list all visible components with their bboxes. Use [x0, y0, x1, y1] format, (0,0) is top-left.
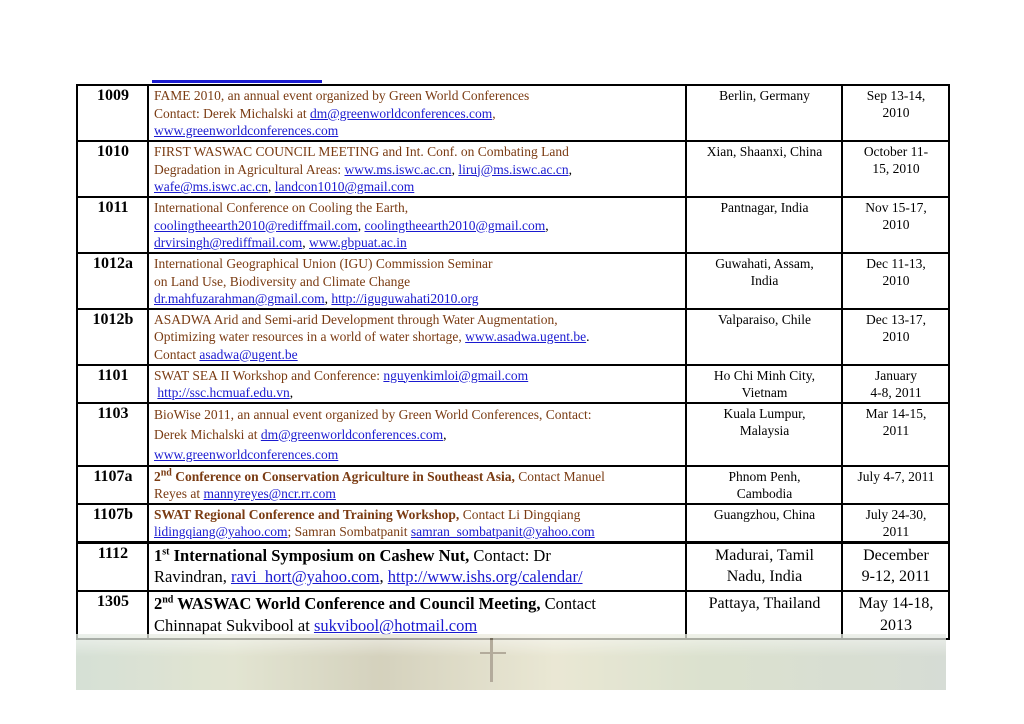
date-line: May 14-18,: [858, 595, 934, 612]
separator: ,: [568, 161, 572, 177]
date-line: October 11-: [863, 144, 929, 159]
contact-label: Ravindran,: [154, 567, 231, 586]
event-place: Xian, Shaanxi, China: [686, 141, 842, 197]
event-date: [842, 365, 949, 403]
website-link[interactable]: www.asadwa.ugent.be: [465, 329, 587, 344]
separator: ,: [451, 161, 459, 177]
event-description: [148, 309, 686, 365]
separator: ,: [289, 385, 294, 400]
event-place: [686, 365, 842, 403]
event-date: [842, 591, 949, 639]
previous-page-link-fragment: [152, 80, 322, 83]
email-link[interactable]: wafe@ms.iswc.ac.cn: [154, 179, 269, 194]
website-link[interactable]: www.gbpuat.ac.in: [309, 235, 407, 250]
event-date: [842, 309, 949, 365]
table-row: [77, 309, 949, 365]
event-date: [842, 197, 949, 253]
separator: ,: [324, 291, 332, 306]
photo-detail: [480, 652, 506, 654]
website-link[interactable]: www.greenworldconferences.com: [154, 446, 339, 462]
table-row: [77, 504, 949, 543]
date-line: 2011: [882, 422, 910, 438]
event-title: SWAT SEA II Workshop and Conference:: [154, 367, 384, 383]
event-title: Degradation in Agricultural Areas:: [154, 161, 345, 177]
event-description: [148, 253, 686, 309]
separator: ,: [357, 217, 365, 233]
place-line: Madurai, Tamil: [714, 546, 814, 564]
event-description: [148, 504, 686, 543]
date-line: January: [875, 367, 917, 383]
event-title: WASWAC World Conference and Council Meeting,: [173, 594, 541, 613]
place-line: India: [750, 273, 779, 288]
separator: .: [586, 329, 590, 344]
event-title: FAME 2010, an annual event organized by Green World Conferences: [154, 88, 530, 103]
contact-label: Contact: Derek Michalski at: [154, 105, 310, 121]
event-place: [686, 542, 842, 591]
ordinal-number: 2: [154, 594, 163, 613]
event-code: 1012b: [77, 309, 148, 365]
event-place: Pattaya, Thailand: [686, 591, 842, 639]
date-line: Nov 15-17,: [865, 200, 927, 215]
place-line: Ho Chi Minh City,: [713, 367, 816, 383]
event-date: [842, 504, 949, 543]
email-link[interactable]: landcon1010@gmail.com: [274, 179, 415, 194]
event-place: [686, 403, 842, 466]
event-title: International Geographical Union (IGU) Commission Seminar: [154, 256, 493, 271]
website-link[interactable]: www.greenworldconferences.com: [154, 123, 339, 138]
event-description: [148, 466, 686, 504]
separator: ,: [268, 179, 275, 194]
event-date: [842, 253, 949, 309]
contact-label: Chinnapat Sukvibool at: [154, 615, 314, 635]
separator: ,: [545, 217, 549, 233]
event-description: [148, 542, 686, 591]
event-title: SWAT Regional Conference and Training Workshop,: [154, 506, 460, 522]
email-link[interactable]: dm@greenworldconferences.com: [260, 426, 444, 442]
place-line: Vietnam: [741, 384, 788, 400]
email-link[interactable]: samran_sombatpanit@yahoo.com: [410, 524, 595, 539]
table-row: [77, 591, 949, 639]
event-code: 1107a: [77, 466, 148, 504]
email-link[interactable]: nguyenkimloi@gmail.com: [383, 367, 529, 383]
date-line: December: [863, 546, 929, 564]
contact-label: Contact: [540, 594, 596, 613]
event-place: Guangzhou, China: [686, 504, 842, 543]
date-line: Mar 14-15,: [865, 405, 927, 421]
email-link[interactable]: drvirsingh@rediffmail.com: [154, 235, 303, 250]
table-row: [77, 466, 949, 504]
event-title: Conference on Conservation Agriculture in Southeast Asia,: [171, 468, 515, 484]
date-line: 9-12, 2011: [861, 568, 931, 585]
ordinal-number: 1: [154, 545, 163, 565]
table-row: [77, 253, 949, 309]
event-date: [842, 85, 949, 141]
event-date: [842, 141, 949, 197]
event-title: on Land Use, Biodiversity and Climate Change: [154, 273, 411, 289]
email-link[interactable]: lidingqiang@yahoo.com: [154, 524, 288, 539]
separator: ,: [492, 105, 496, 121]
email-link[interactable]: ravi_hort@yahoo.com: [230, 567, 380, 586]
website-link[interactable]: http://ssc.hcmuaf.edu.vn: [157, 385, 290, 400]
date-line: Sep 13-14,: [866, 88, 926, 103]
separator: ,: [443, 426, 447, 442]
event-code: 1103: [77, 403, 148, 466]
website-link[interactable]: http://www.ishs.org/calendar/: [387, 567, 583, 586]
photo-detail: [490, 638, 493, 682]
ordinal-suffix: st: [162, 546, 170, 557]
ordinal-number: 2: [154, 468, 161, 484]
event-code: 1112: [77, 542, 148, 591]
email-link[interactable]: coolingtheearth2010@rediffmail.com: [154, 217, 358, 233]
website-link[interactable]: www.ms.iswc.ac.cn: [344, 161, 452, 177]
contact-label: Contact: [154, 346, 200, 362]
website-link[interactable]: http://iguguwahati2010.org: [331, 291, 479, 306]
event-place: [686, 253, 842, 309]
email-link[interactable]: sukvibool@hotmail.com: [313, 615, 478, 635]
table-row: [77, 365, 949, 403]
date-line: Dec 13-17,: [866, 311, 926, 327]
place-line: Malaysia: [739, 422, 790, 438]
event-place: [686, 466, 842, 504]
email-link[interactable]: dr.mahfuzarahman@gmail.com: [154, 291, 325, 306]
date-line: Dec 11-13,: [866, 256, 926, 271]
contact-label: Contact Li Dingqiang: [459, 506, 581, 522]
conference-events-table: [76, 84, 950, 640]
date-line: 15, 2010: [872, 161, 920, 176]
event-description: [148, 141, 686, 197]
event-code: 1107b: [77, 504, 148, 543]
event-place: Valparaiso, Chile: [686, 309, 842, 365]
date-line: 4-8, 2011: [870, 384, 922, 400]
date-line: 2010: [882, 273, 910, 288]
event-description: [148, 365, 686, 403]
date-line: 2011: [882, 523, 910, 539]
email-link[interactable]: asadwa@ugent.be: [199, 346, 298, 362]
event-code: 1009: [77, 85, 148, 141]
date-line: 2010: [882, 105, 910, 120]
background-landscape-photo: [76, 634, 946, 690]
event-title: Optimizing water resources in a world of water shortage,: [154, 329, 466, 344]
contact-label: Reyes at: [154, 486, 204, 501]
ordinal-suffix: nd: [162, 594, 174, 606]
email-link[interactable]: liruj@ms.iswc.ac.cn: [458, 161, 569, 177]
table-row: [77, 141, 949, 197]
event-place: Berlin, Germany: [686, 85, 842, 141]
event-code: 1012a: [77, 253, 148, 309]
place-line: Cambodia: [736, 485, 793, 501]
event-date: [842, 542, 949, 591]
event-title: ASADWA Arid and Semi-arid Development through Water Augmentation,: [154, 311, 558, 327]
contact-label: Derek Michalski at: [154, 426, 261, 442]
separator: ,: [302, 235, 310, 250]
event-code: 1010: [77, 141, 148, 197]
email-link[interactable]: mannyreyes@ncr.rr.com: [203, 486, 336, 501]
event-date: July 4-7, 2011: [842, 466, 949, 504]
place-line: Nadu, India: [726, 568, 803, 585]
place-line: Kuala Lumpur,: [723, 405, 806, 421]
event-title: FIRST WASWAC COUNCIL MEETING and Int. Conf. on Combating Land: [154, 144, 569, 159]
separator: ; Samran Sombatpanit: [287, 524, 411, 539]
email-link[interactable]: dm@greenworldconferences.com: [309, 105, 493, 121]
event-description: [148, 197, 686, 253]
event-code: 1305: [77, 591, 148, 639]
ordinal-suffix: nd: [160, 467, 172, 478]
table-row: [77, 403, 949, 466]
event-title: International Symposium on Cashew Nut,: [169, 545, 470, 565]
contact-label: Contact: Dr: [469, 545, 551, 565]
event-code: 1101: [77, 365, 148, 403]
event-code: 1011: [77, 197, 148, 253]
event-title: BioWise 2011, an annual event organized by Green World Conferences, Contact:: [154, 406, 592, 422]
place-line: Phnom Penh,: [728, 468, 801, 484]
date-line: 2010: [882, 328, 910, 344]
date-line: 2010: [882, 217, 910, 232]
table-row: [77, 197, 949, 253]
date-line: 2013: [880, 616, 912, 634]
event-description: [148, 85, 686, 141]
event-description: [148, 591, 686, 639]
email-link[interactable]: coolingtheearth2010@gmail.com: [364, 217, 546, 233]
event-title: International Conference on Cooling the Earth,: [154, 200, 409, 215]
table-row: [77, 85, 949, 141]
separator: ,: [379, 567, 388, 586]
event-description: [148, 403, 686, 466]
event-place: Pantnagar, India: [686, 197, 842, 253]
event-date: [842, 403, 949, 466]
table-row: [77, 542, 949, 591]
contact-label: Contact Manuel: [514, 468, 605, 484]
date-line: July 24-30,: [865, 506, 927, 522]
place-line: Guwahati, Assam,: [715, 256, 814, 271]
